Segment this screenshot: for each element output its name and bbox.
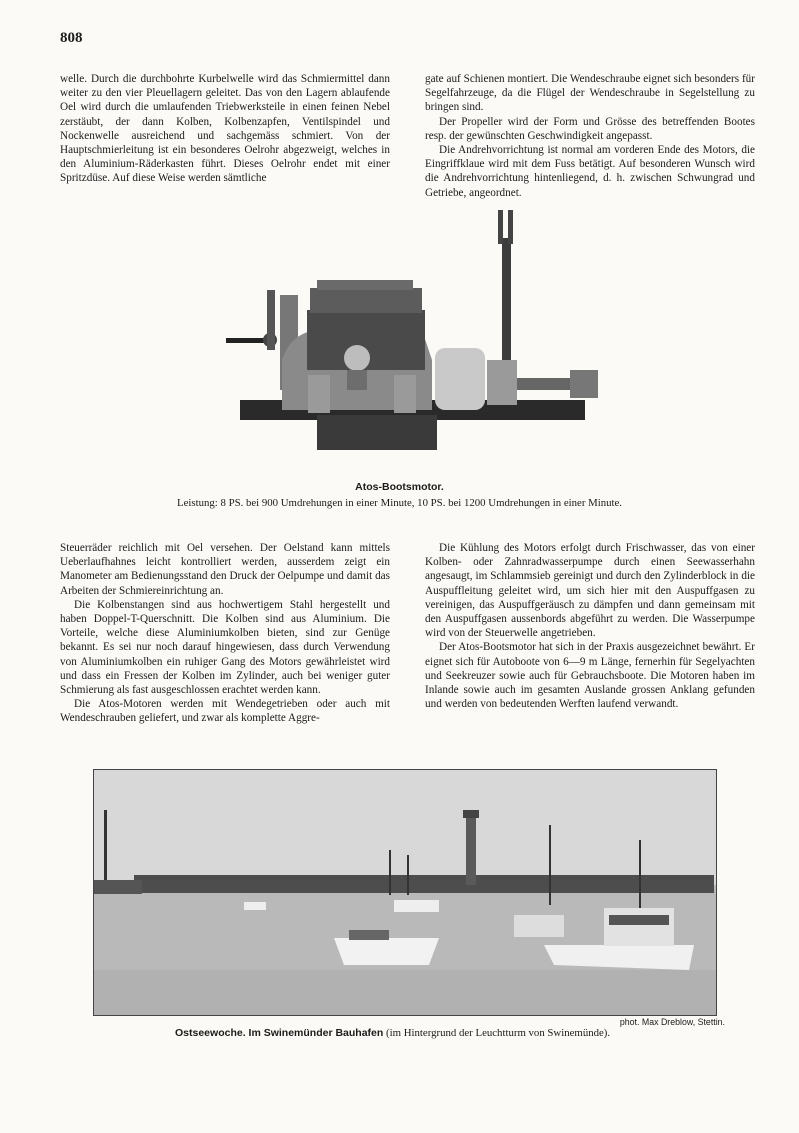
paragraph: Der Propeller wird der Form und Grösse des betreffenden Bootes resp. der gewünschten Geschwindigkeit angepasst. <box>425 115 755 142</box>
photo-caption <box>175 1027 735 1039</box>
page-number: 808 <box>60 30 83 46</box>
paragraph: Die Andrehvorrichtung ist normal am vorderen Ende des Motors, die Eingriffklaue wird mit dem Fuss betätigt. Auf besonderen Wunsch wird die Andrehvorrichtung hintenliegend, d. h. zwischen Schwungrad und Getriebe, angeordnet. <box>425 144 755 199</box>
paragraph: Steuerräder reichlich mit Oel versehen. Der Oelstand kann mittels Ueberlaufhahnes leicht kontrolliert werden, ausserdem zeigt ein Manometer am Bedienungsstand den Druck der Oelpumpe und damit das Arbeiten der Schmiereinrichtung an. <box>60 542 390 597</box>
paragraph: gate auf Schienen montiert. Die Wendeschraube eignet sich besonders für Segelfahrzeuge, da die Flügel der Wendeschraube in Segelstellung zu bringen sind. <box>425 73 755 114</box>
photo-credit: phot. Max Dreblow, Stettin. <box>619 1017 725 1027</box>
top-left-column <box>60 72 390 186</box>
paragraph: welle. Durch die durchbohrte Kurbelwelle wird das Schmiermittel dann weiter zu den vier Pleuellagern geleitet. Das von den Lagern ablaufende Oel wird durch die umlaufenden Triebwerksteile in einen feinen Nebel zerstäubt, der dann Kolben, Kolbenzapfen, Ventilspindel und Nockenwelle ausreichend und sachgemäss schmiert. Von der Hauptschmierleitung ist ein besonderes Oelrohr abgezweigt, welches in den Aluminium-Räderkasten führt. Dieses Oelrohr endet mit einer Spritzdüse. Auf diese Weise werden sämtliche <box>60 73 390 185</box>
top-right-column <box>425 72 755 200</box>
harbor-photograph <box>93 769 717 1016</box>
paragraph: Die Atos-Motoren werden mit Wendegetrieben oder auch mit Wendeschrauben geliefert, und zwar als komplette Aggre- <box>60 698 390 725</box>
bottom-left-column <box>60 541 390 726</box>
photo-caption-title: Ostseewoche. Im Swinemünder Bauhafen <box>175 1027 384 1039</box>
engine-caption-body: Leistung: 8 PS. bei 900 Umdrehungen in einer Minute, 10 PS. bei 1200 Umdrehungen in einer Minute. <box>176 497 622 509</box>
engine-caption-title: Atos-Bootsmotor. <box>355 481 444 493</box>
photo-caption-rest: (im Hintergrund der Leuchtturm von Swinemünde). <box>386 1027 611 1039</box>
engine-illustration <box>222 210 604 462</box>
paragraph: Die Kühlung des Motors erfolgt durch Frischwasser, das von einer Kolben- oder Zahnradwasserpumpe durch einen Seewasserhahn angesaugt, im Schlammsieb gereinigt und durch den Zylinderblock in die Auspuffleitung geleitet wird, um sich hier mit den Auspuffgasen zu vereinigen, das Auspuffgeräusch zu dämpfen und dann gemeinsam mit den Auspuffgasen aussenbords abgeführt zu werden. Die Wasserpumpe wird von der Steuerwelle angetrieben. <box>425 542 755 640</box>
paragraph: Der Atos-Bootsmotor hat sich in der Praxis ausgezeichnet bewährt. Er eignet sich für Autoboote von 6—9 m Länge, fernerhin für Segelyachten und Seekreuzer sowie auch für Gebrauchsboote. Die Motoren haben im Inlande sowie auch im gesamten Auslande grossen Anklang gefunden und werden von bedeutenden Werften laufend verwandt. <box>425 641 755 711</box>
bottom-right-column <box>425 541 755 711</box>
paragraph: Die Kolbenstangen sind aus hochwertigem Stahl hergestellt und haben Doppel-T-Querschnitt. Die Kolben sind aus Aluminium. Die Vorteile, welche diese Aluminiumkolben bieten, sind zur Genüge bekannt. Es sei nur noch darauf hingewiesen, dass durch Verwendung von Aluminiumkolben ein ruhiger Gang des Motors gewährleistet wird und dass ein Fressen der Kolben im Zylinder, auch bei weniger guter Schmierung als fast ausgeschlossen erachtet werden kann. <box>60 598 390 697</box>
